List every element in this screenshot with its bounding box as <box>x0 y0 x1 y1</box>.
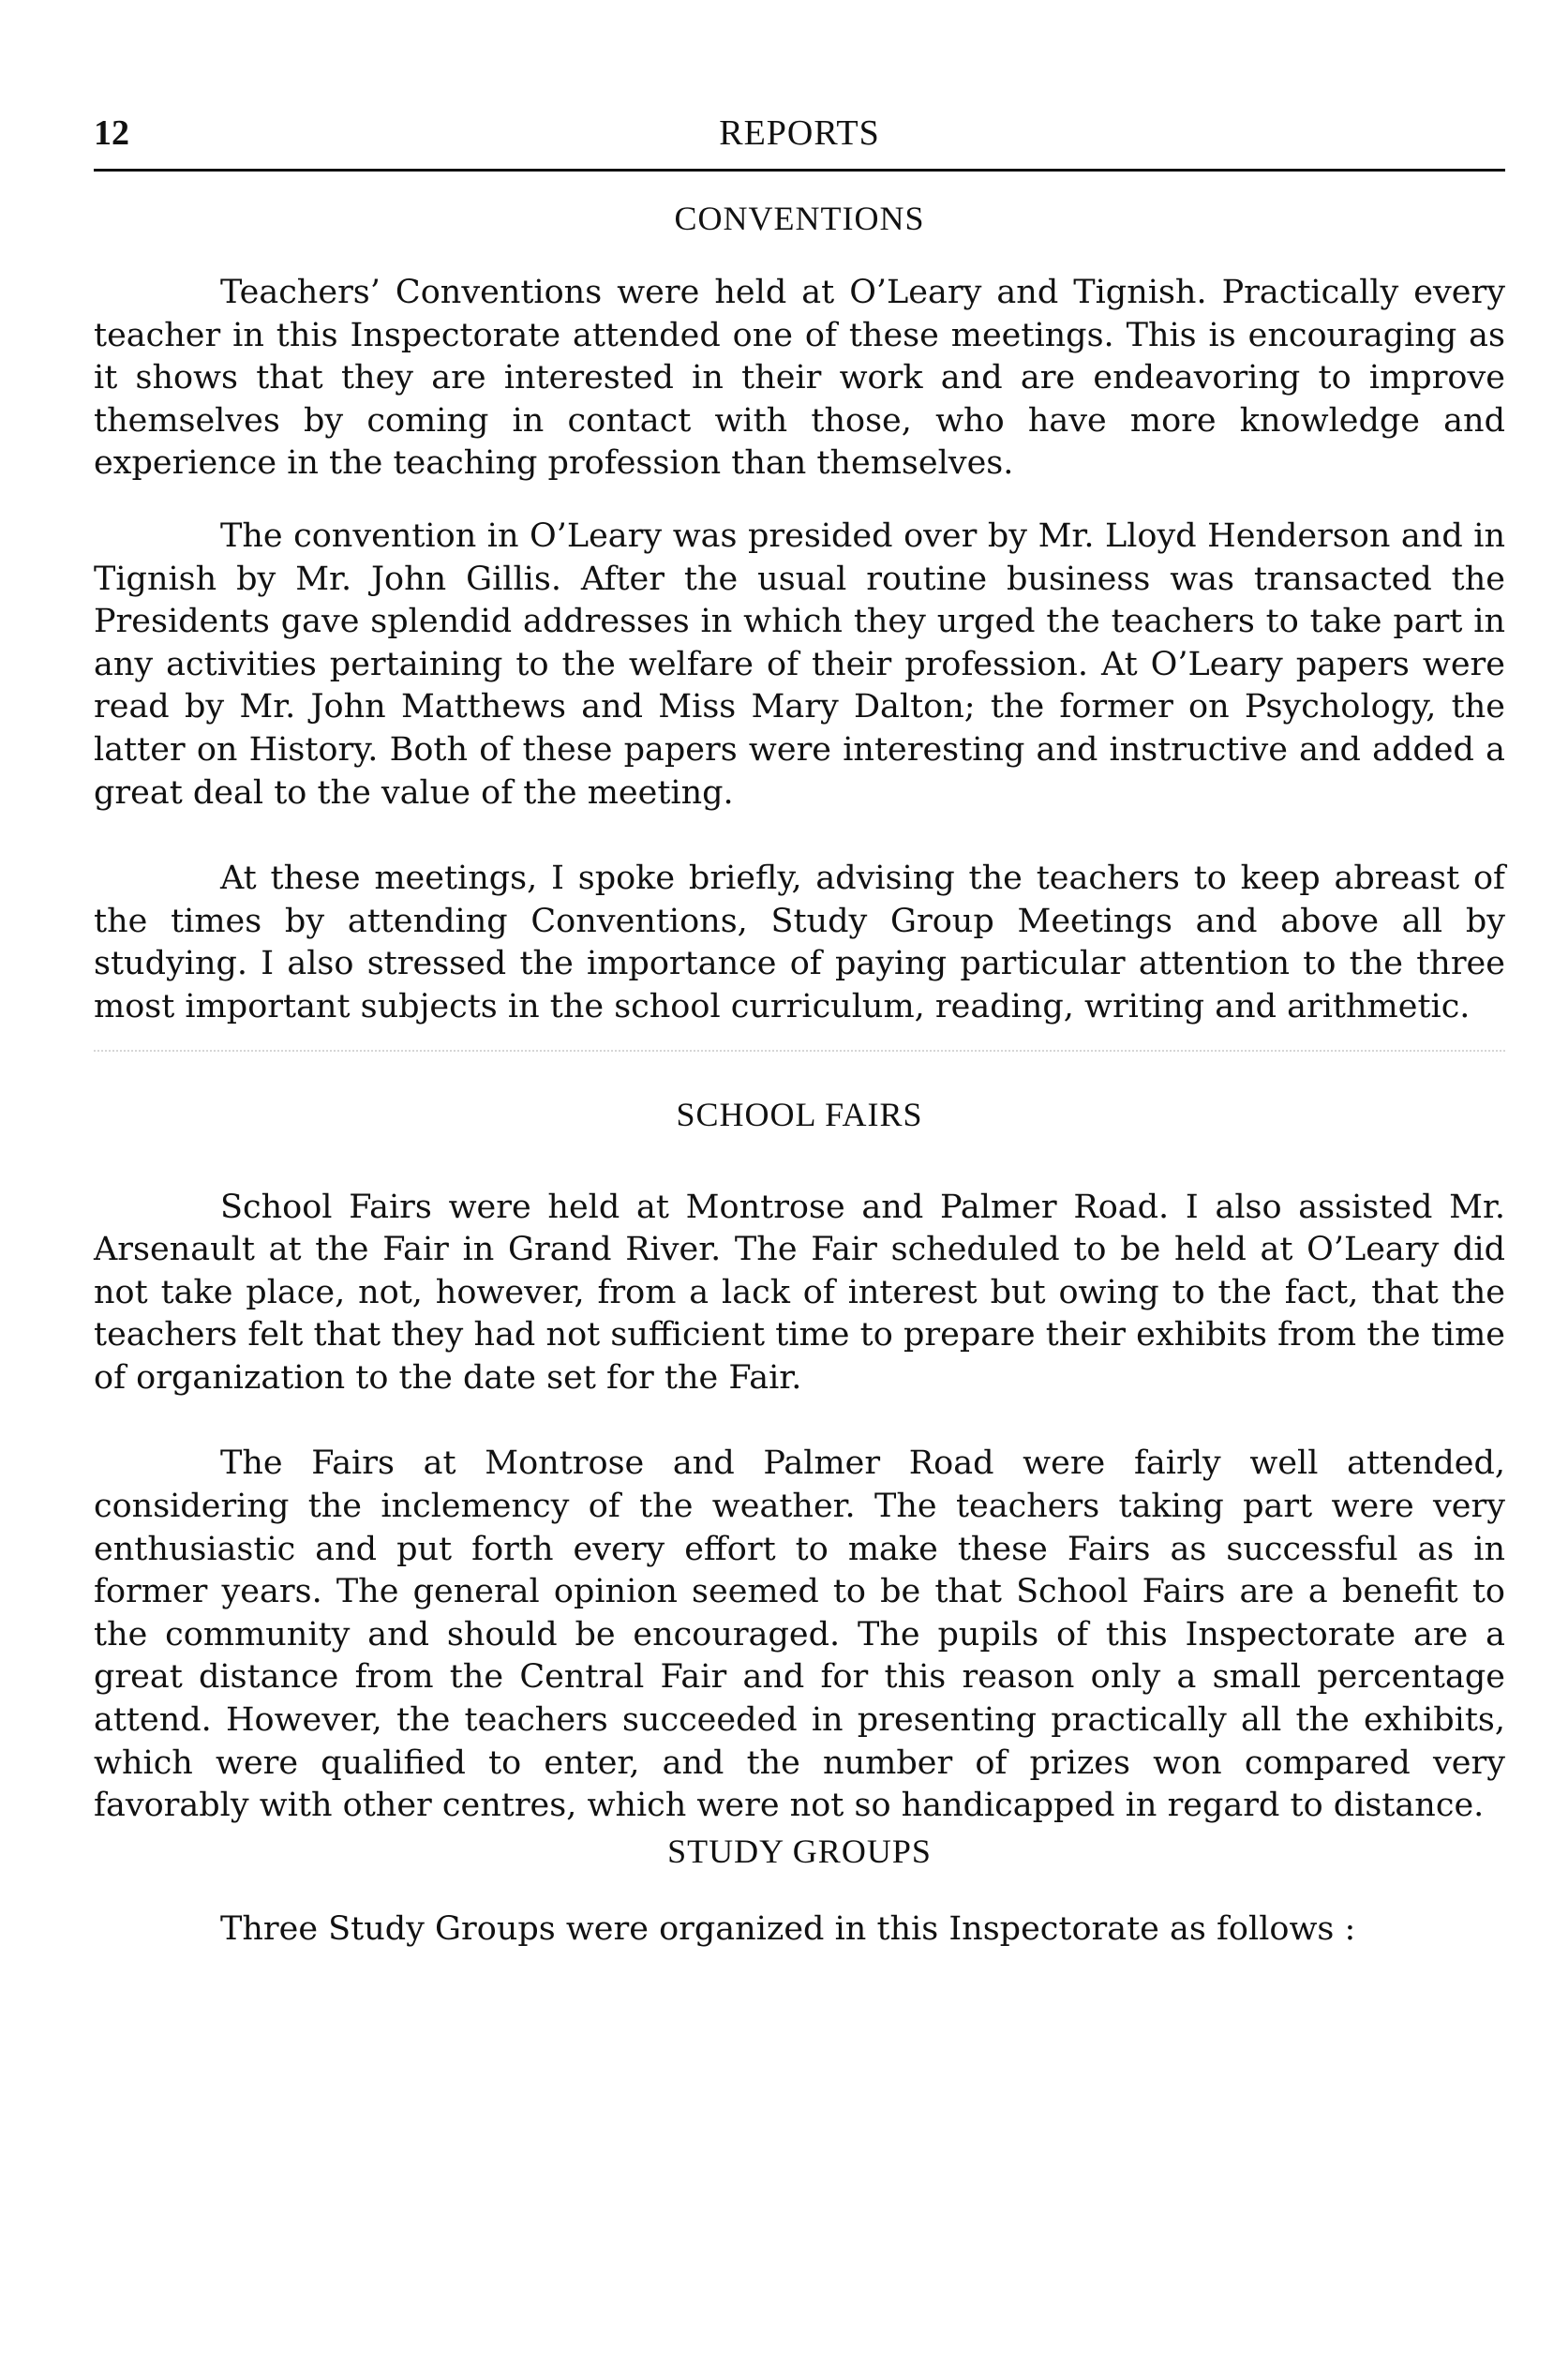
page-header <box>94 112 1505 174</box>
heading-conventions: CONVENTIONS <box>674 200 925 237</box>
page-number: 12 <box>94 113 129 153</box>
paragraph-study-1: Three Study Groups were organized in this Inspectorate as follows : <box>220 1909 1356 1948</box>
heading-school-fairs: SCHOOL FAIRS <box>676 1095 923 1133</box>
faint-divider <box>94 1050 1505 1052</box>
paragraph-conventions-2: The convention in O’Leary was presided over by Mr. Lloyd Henderson and in Tignish by Mr. John Gillis. After the usual routine business was transacted the Presidents gave splendid addresses in which they urged the teachers to take part in any activities pertaining to the welfare of their profession. At O’Leary papers were read by Mr. John Matthews and Miss Mary Dalton; the former on Psychology, the latter on History. Both of these papers were interesting and instructive and added a great deal to the value of the meeting. <box>94 516 1505 812</box>
header-rule <box>94 169 1505 172</box>
paragraph-conventions-1: Teachers’ Conventions were held at O’Leary and Tignish. Practically every teacher in this Inspectorate attended one of these meetings. This is encouraging as it shows that they are interested in their work and are endeavoring to improve themselves by coming in contact with those, who have more knowledge and experience in the teaching profession than themselves. <box>94 274 1505 483</box>
paragraph-conventions-3: At these meetings, I spoke briefly, advising the teachers to keep abreast of the times by attending Conventions, Study Group Meetings and above all by studying. I also stressed the importance of paying particular attention to the three most important subjects in the school curriculum, reading, writing and arithmetic. <box>94 860 1505 1025</box>
heading-study-groups: STUDY GROUPS <box>667 1832 932 1870</box>
document-page <box>94 112 1505 1951</box>
paragraph-fairs-2: The Fairs at Montrose and Palmer Road were fairly well attended, considering the inclemency of the weather. The teachers taking part were very enthusiastic and put forth every effort to make these Fairs as successful as in former years. The general opinion seemed to be that School Fairs are a benefit to the community and should be encouraged. The pupils of this Inspectorate are a great distance from the Central Fair and for this reason only a small percentage attend. However, the teachers succeeded in presenting practically all the exhibits, which were qualified to enter, and the number of prizes won compared very favorably with other centres, which were not so handicapped in regard to distance. <box>94 1444 1505 1825</box>
running-title: REPORTS <box>719 113 880 153</box>
paragraph-fairs-1: School Fairs were held at Montrose and Palmer Road. I also assisted Mr. Arsenault at the Fair in Grand River. The Fair scheduled to be held at O’Leary did not take place, not, however, from a lack of interest but owing to the fact, that the teachers felt that they had not sufficient time to prepare their exhibits from the time of organization to the date set for the Fair. <box>94 1188 1505 1397</box>
